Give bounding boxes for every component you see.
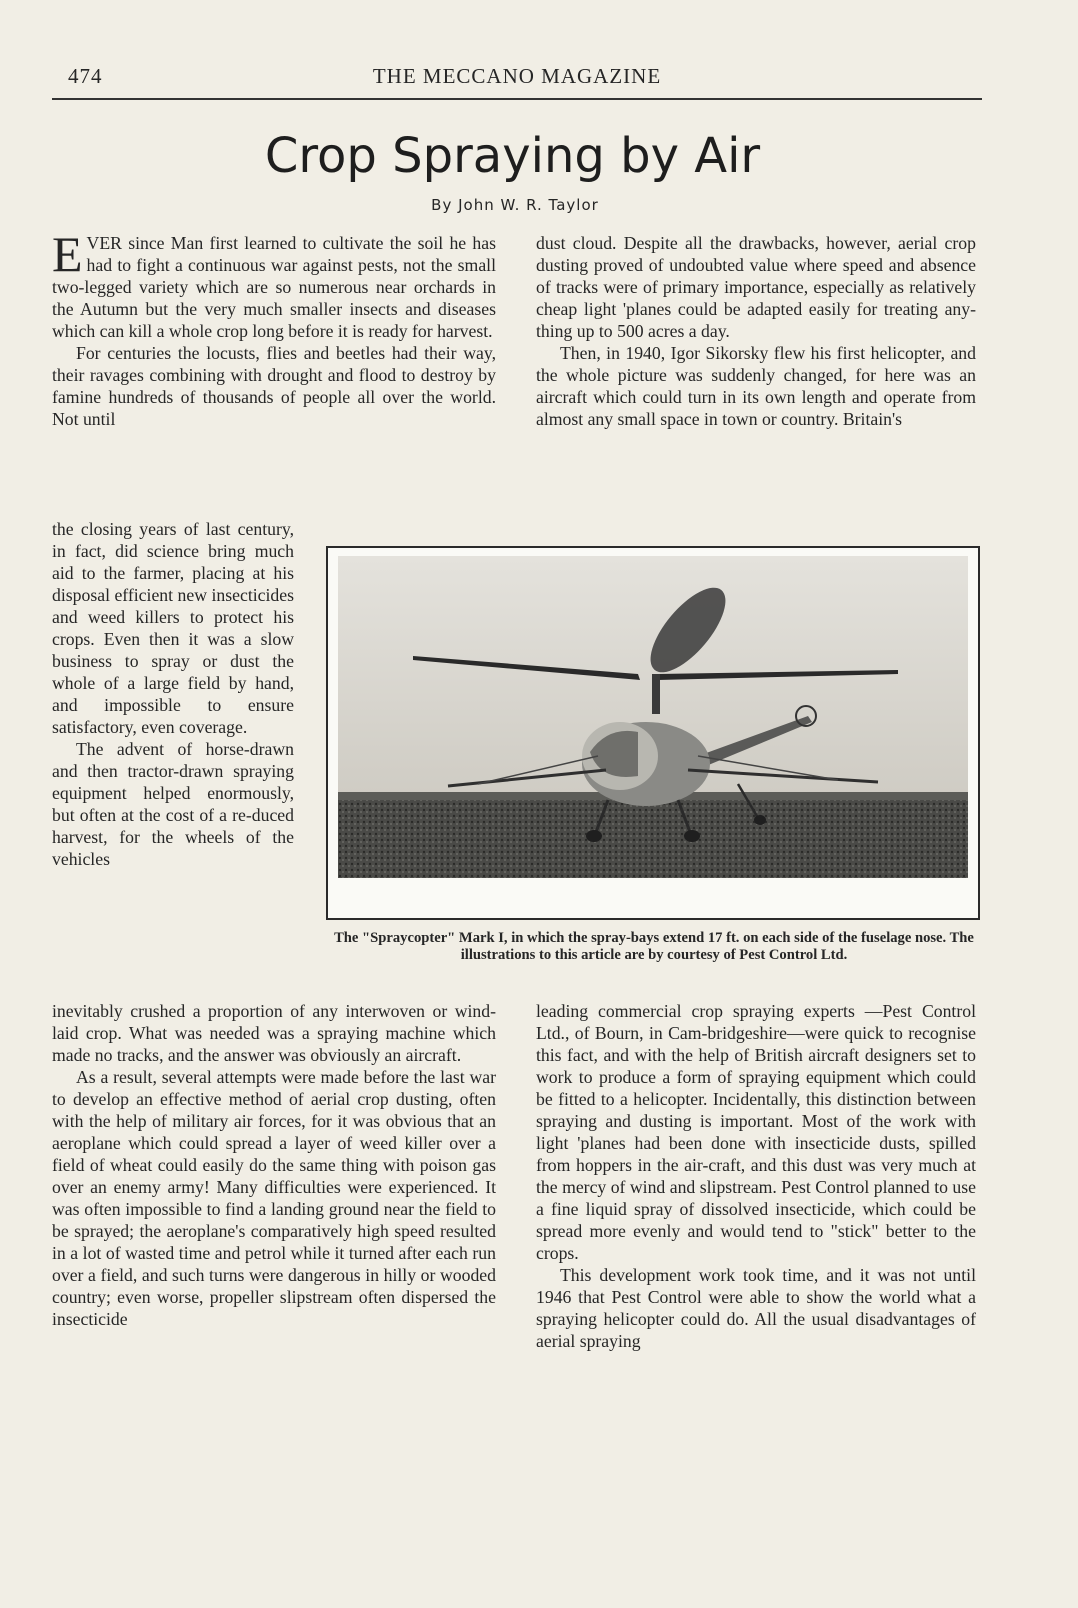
- paragraph-sikorsky: Then, in 1940, Igor Sikorsky flew his first helicopter, and the whole picture was suddenly changed, for here was an aircraft which could turn in its own length and operate from almost any small space in town or country. Britain's: [536, 343, 976, 429]
- photo-caption: The "Spraycopter" Mark I, in which the spray-bays extend 17 ft. on each side of the fuselage nose. The illustrations to this article are by courtesy of Pest Control Ltd.: [334, 930, 974, 963]
- paragraph-attempts: As a result, several attempts were made before the last war to develop an effective method of aerial crop dusting, often with the help of military air forces, for it was obvious that an aeroplane which could spread a layer of weed killer over a field of wheat could easily do the same thing with poison gas over an enemy army! Many difficulties were experienced. It was often impossible to find a landing ground near the field to be sprayed; the aeroplane's comparatively high speed resulted in a lot of wasted time and petrol while it turned after each run over a field, and such turns were dangerous in hilly or wooded country; even worse, propeller slipstream often dispersed the insecticide: [52, 1067, 496, 1329]
- paragraph-development: This development work took time, and it was not until 1946 that Pest Control were able to show the world what a spraying helicopter could do. All the usual disadvantages of aerial spraying: [536, 1265, 976, 1351]
- opening-text: VER since Man first learned to cultivate the soil he has had to fight a continuous war against pests, not the small two-legged variety which are so numerous near orchards in the Autumn but the very much smaller insects and diseases which can kill a whole crop long before it is ready for harvest.: [52, 233, 496, 341]
- paragraph-opening: [52, 226, 496, 342]
- left-column-top: [52, 226, 496, 430]
- magazine-title: THE MECCANO MAGAZINE: [372, 64, 662, 88]
- paragraph-crushed: inevitably crushed a proportion of any interwoven or wind-laid crop. What was needed was a spraying machine which made no tracks, and the answer was obviously an aircraft.: [52, 1001, 496, 1065]
- article-title: Crop Spraying by Air: [264, 128, 761, 184]
- paragraph-pest-control: leading commercial crop spraying experts —Pest Control Ltd., of Bourn, in Cam-bridgeshire—were quick to recognise this fact, and with the help of British aircraft designers set to work to produce a form of spraying equipment which could be fitted to a helicopter. Incidentally, this distinction between spraying and dusting is important. Most of the work with light 'planes had been done with insecticide dusts, spilled from hoppers in the air-craft, and this dust was very much at the mercy of wind and slipstream. Pest Control planned to use a fine liquid spray of dissolved insecticide, which could be spread more evenly and would tend to "stick" better to the crops.: [536, 1001, 976, 1263]
- helicopter-photo-illustration: [338, 556, 968, 878]
- header-rule: [52, 98, 982, 100]
- right-column-bottom: [536, 1000, 976, 1352]
- photo-frame: [326, 546, 980, 920]
- paragraph-dust-cloud: dust cloud. Despite all the drawbacks, however, aerial crop dusting proved of undoubted value where speed and absence of tracks were of primary importance, especially as relatively cheap light 'planes could be adapted easily for treating any-thing up to 500 acres a day.: [536, 233, 976, 341]
- page-header: [52, 64, 982, 94]
- left-column-narrow: [52, 518, 294, 870]
- paragraph-horse-drawn: The advent of horse-drawn and then tractor-drawn spraying equipment helped enormously, but often at the cost of a re-duced harvest, for the wheels of the vehicles: [52, 739, 294, 869]
- drop-cap: E: [52, 226, 83, 282]
- article-byline: By John W. R. Taylor: [431, 196, 599, 214]
- helicopter-photo: [338, 556, 968, 878]
- page-number: 474: [68, 64, 103, 88]
- left-column-bottom: [52, 1000, 496, 1330]
- right-column-top: [536, 232, 976, 430]
- paragraph-science: the closing years of last century, in fact, did science bring much aid to the farmer, placing at his disposal efficient new insecticides and weed killers to protect his crops. Even then it was a slow business to spray or dust the whole of a large field by hand, and impossible to ensure satisfactory, even coverage.: [52, 519, 294, 737]
- paragraph-centuries: For centuries the locusts, flies and beetles had their way, their ravages combining with drought and flood to destroy by famine hundreds of thousands of people all over the world. Not until: [52, 343, 496, 429]
